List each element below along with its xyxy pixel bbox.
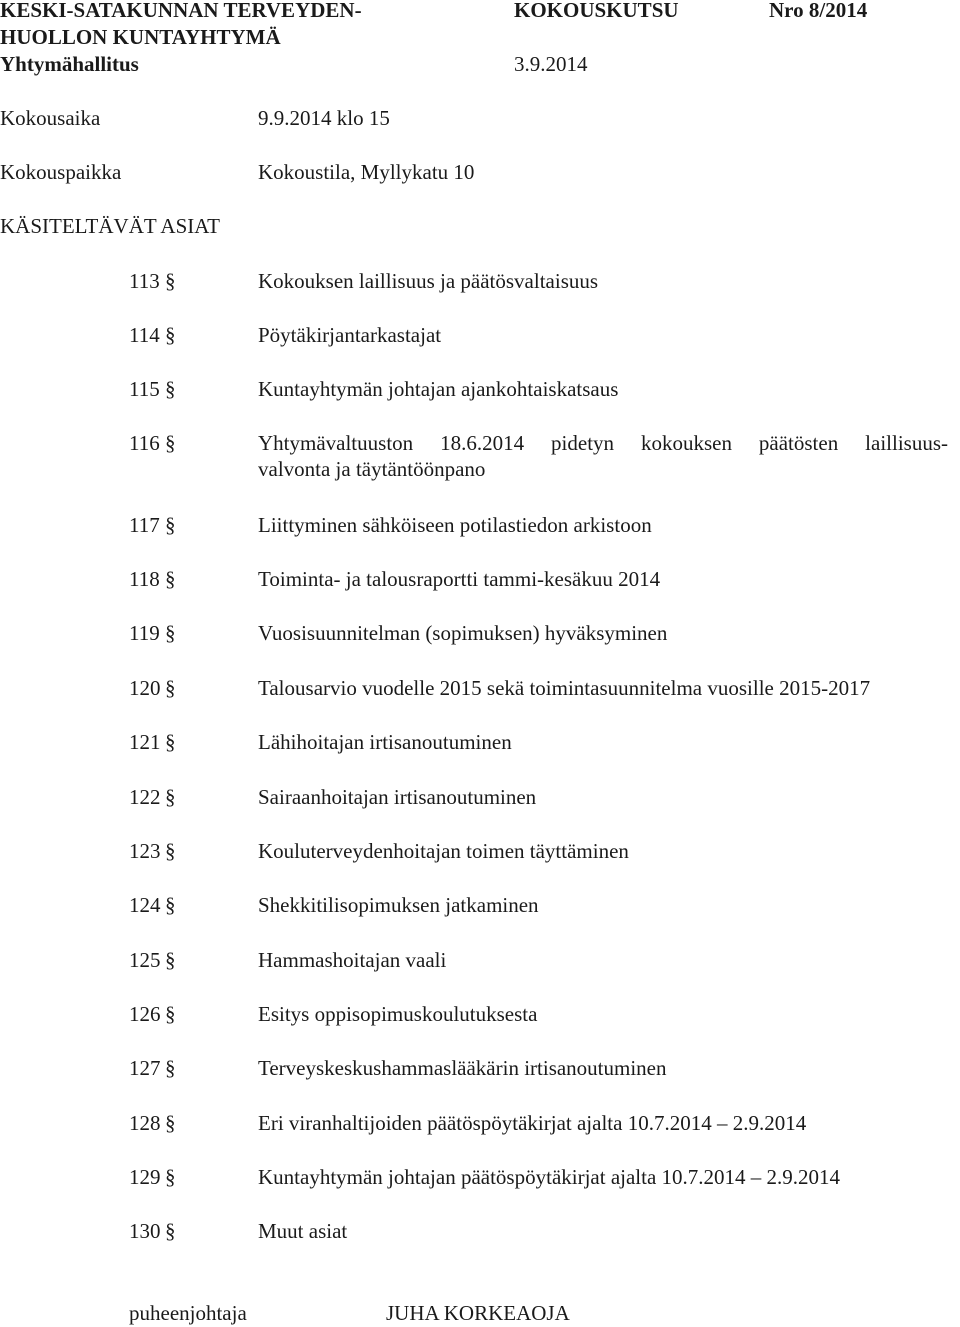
agenda-item-title: Kuntayhtymän johtajan ajankohtaiskatsaus [258, 377, 619, 401]
agenda-item [0, 892, 960, 948]
agenda-item-number: 119 [129, 621, 160, 645]
agenda-item-title: Hammashoitajan vaali [258, 948, 447, 972]
organization-name-line1: KESKI-SATAKUNNAN TERVEYDEN- [0, 0, 362, 22]
agenda-item [0, 1001, 960, 1057]
document-type: KOKOUSKUTSU [514, 0, 679, 22]
agenda-item-title: Lähihoitajan irtisanoutuminen [258, 730, 512, 754]
agenda-item-title: Esitys oppisopimuskoulutuksesta [258, 1002, 538, 1026]
agenda-item [0, 729, 960, 785]
section-symbol: § [165, 730, 176, 754]
agenda-item-number: 120 [129, 676, 161, 700]
agenda-item [0, 1110, 960, 1166]
section-symbol: § [165, 1219, 176, 1243]
meeting-place-label: Kokouspaikka [0, 160, 122, 184]
agenda-item-title: Vuosisuunnitelman (sopimuksen) hyväksyminen [258, 621, 668, 645]
agenda-item [0, 784, 960, 840]
agenda-item [0, 620, 960, 676]
agenda-item-title: Liittyminen sähköiseen potilastiedon arkistoon [258, 513, 652, 537]
agenda-item-number: 122 [129, 785, 161, 809]
agenda-item-title: Kuntayhtymän johtajan päätöspöytäkirjat ajalta 10.7.2014 – 2.9.2014 [258, 1165, 841, 1189]
agenda-item-title-line2: valvonta ja täytäntöönpano [258, 457, 486, 481]
section-symbol: § [165, 513, 176, 537]
agenda-item-number: 117 [129, 513, 160, 537]
section-symbol: § [165, 567, 176, 591]
agenda-item-title: Eri viranhaltijoiden päätöspöytäkirjat ajalta 10.7.2014 – 2.9.2014 [258, 1111, 807, 1135]
section-symbol: § [165, 785, 176, 809]
agenda-item-number: 114 [129, 323, 160, 347]
section-symbol: § [165, 1002, 176, 1026]
agenda-item [0, 566, 960, 622]
agenda-item-number: 126 [129, 1002, 161, 1026]
section-symbol: § [165, 377, 176, 401]
agenda-item-number: 121 [129, 730, 161, 754]
agenda-item [0, 1164, 960, 1220]
agenda-item-number: 129 [129, 1165, 161, 1189]
agenda-item [0, 268, 960, 324]
document-number: Nro 8/2014 [769, 0, 868, 22]
organization-name-line2: HUOLLON KUNTAYHTYMÄ [0, 25, 281, 49]
section-symbol: § [165, 1056, 176, 1080]
agenda-item-title: Talousarvio vuodelle 2015 sekä toimintasuunnitelma vuosille 2015-2017 [258, 676, 871, 700]
meeting-place-value: Kokoustila, Myllykatu 10 [258, 160, 475, 184]
signature-name: JUHA KORKEAOJA [386, 1301, 570, 1325]
agenda-item-number: 124 [129, 893, 161, 917]
agenda-item-title: Kokouksen laillisuus ja päätösvaltaisuus [258, 269, 599, 293]
signature-role: puheenjohtaja [129, 1301, 247, 1325]
agenda-item-number: 127 [129, 1056, 161, 1080]
agenda-item-title: Shekkitilisopimuksen jatkaminen [258, 893, 539, 917]
agenda-item-number: 116 [129, 431, 160, 455]
governing-body: Yhtymähallitus [0, 52, 139, 76]
agenda-item-number: 128 [129, 1111, 161, 1135]
agenda-item-number: 115 [129, 377, 160, 401]
agenda-item-number: 118 [129, 567, 160, 591]
section-symbol: § [165, 269, 176, 293]
agenda-item-title [258, 430, 948, 456]
agenda-item-title: Terveyskeskushammaslääkärin irtisanoutuminen [258, 1056, 667, 1080]
agenda-item-title: Toiminta- ja talousraportti tammi-kesäkuu 2014 [258, 567, 661, 591]
meeting-time-value: 9.9.2014 klo 15 [258, 106, 390, 130]
agenda-item [0, 1055, 960, 1111]
section-symbol: § [165, 948, 176, 972]
agenda-item [0, 675, 960, 731]
agenda-item-number: 130 [129, 1219, 161, 1243]
agenda-item [0, 322, 960, 378]
agenda-item-number: 113 [129, 269, 160, 293]
agenda-item-title: Sairaanhoitajan irtisanoutuminen [258, 785, 537, 809]
agenda-item [0, 376, 960, 432]
agenda-item-title: Kouluterveydenhoitajan toimen täyttäminen [258, 839, 629, 863]
agenda-item-title-line1: Yhtymävaltuuston 18.6.2014 pidetyn kokouksen päätösten laillisuus- [258, 431, 948, 455]
section-symbol: § [165, 839, 176, 863]
section-symbol: § [165, 1165, 176, 1189]
section-symbol: § [165, 621, 176, 645]
section-symbol: § [165, 431, 176, 455]
agenda-item [0, 838, 960, 894]
agenda-heading: KÄSITELTÄVÄT ASIAT [0, 214, 220, 238]
section-symbol: § [165, 1111, 176, 1135]
agenda-item [0, 430, 960, 486]
agenda-item-title: Muut asiat [258, 1219, 348, 1243]
agenda-item [0, 947, 960, 1003]
agenda-item-title: Pöytäkirjantarkastajat [258, 323, 442, 347]
section-symbol: § [165, 676, 176, 700]
section-symbol: § [165, 323, 176, 347]
agenda-item [0, 1218, 960, 1274]
meeting-time-label: Kokousaika [0, 106, 101, 130]
agenda-item-number: 125 [129, 948, 161, 972]
agenda-item-number: 123 [129, 839, 161, 863]
section-symbol: § [165, 893, 176, 917]
document-date: 3.9.2014 [514, 52, 588, 76]
agenda-item [0, 512, 960, 568]
